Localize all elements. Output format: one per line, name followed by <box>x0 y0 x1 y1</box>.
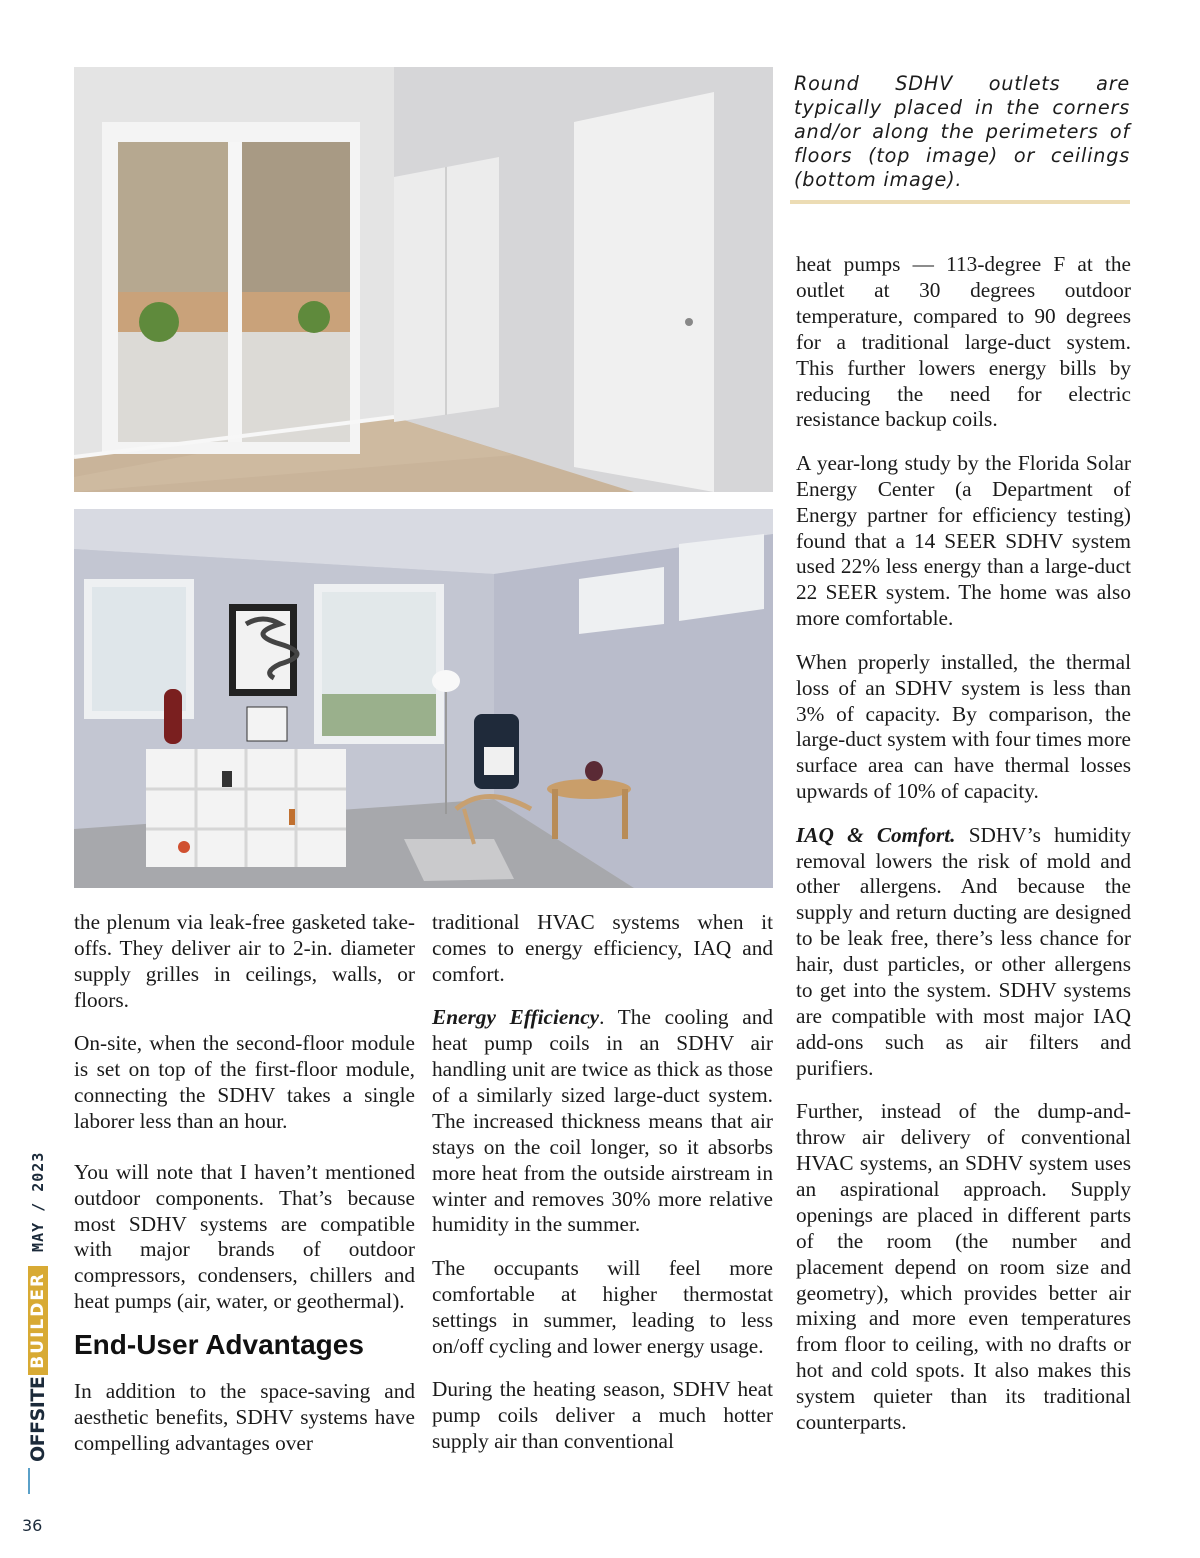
issue-date: MAY / 2023 <box>29 1151 47 1252</box>
paragraph-body: . The cooling and heat pump coils in an SDHV air handling unit are twice as thick as those of a similarly sized large-duct system. The increased thickness means that air stays on the coil longer, so it absorbs more heat from the outside airstream in winter and removes 30% more relative humidity in the summer. <box>432 1005 773 1237</box>
paragraph: In addition to the space-saving and aesthetic benefits, SDHV systems have compelling advantages over <box>74 1379 415 1455</box>
brand-name-builder: BUILDER <box>28 1266 48 1375</box>
folio-accent-bar <box>28 1468 30 1494</box>
photo-living-room <box>74 509 773 888</box>
section-heading: End-User Advantages <box>74 1329 364 1361</box>
paragraph-body: SDHV’s humidity removal lowers the risk of mold and other allergens. And because the supply and return ducting are designed to be leak free, there’s less chance for hair, dust particles, or other allergens to get into the system. SDHV systems are compatible with most major IAQ add-ons such as air filters and purifiers. <box>796 822 1131 1080</box>
run-in-head-iaq-comfort: IAQ & Comfort. <box>796 822 956 847</box>
paragraph: Further, instead of the dump-and-throw air delivery of conventional HVAC systems, an SDHV system uses an aspirational approach. Supply openings are placed in different parts of the room (the number and placement depend on room size and geometry), which provides better air mixing and more even temperatures from floor to ceiling, with no drafts or hot and cold spots. It also makes this system quieter than its traditional counterparts. <box>796 1099 1131 1435</box>
paragraph <box>432 1005 773 1238</box>
paragraph: On-site, when the second-floor module is set on top of the first-floor module, connecting the SDHV takes a single laborer less than an hour. <box>74 1031 415 1133</box>
paragraph <box>796 823 1131 1082</box>
folio-branding <box>28 1152 48 1462</box>
paragraph: You will note that I haven’t mentioned outdoor components. That’s because most SDHV systems are compatible with major brands of outdoor compressors, condensers, chillers and heat pumps (air, water, or geothermal). <box>74 1159 415 1314</box>
paragraph: heat pumps — 113-degree F at the outlet at 30 degrees outdoor temperature, compared to 90 degrees for a traditional large-duct system. This further lowers energy bills by reducing the need for electric resistance backup coils. <box>796 252 1131 432</box>
article-column-3 <box>796 252 1131 1453</box>
paragraph: When properly installed, the thermal loss of an SDHV system is less than 3% of capacity. By comparison, the large-duct system with four times more surface area can have thermal losses upwards of 10% of capacity. <box>796 649 1131 804</box>
paragraph: During the heating season, SDHV heat pump coils deliver a much hotter supply air than conventional <box>432 1377 773 1453</box>
paragraph: traditional HVAC systems when it comes to energy efficiency, IAQ and comfort. <box>432 910 773 986</box>
caption-divider <box>790 200 1130 204</box>
page-number: 36 <box>22 1516 43 1535</box>
run-in-head-energy-efficiency: Energy Efficiency <box>432 1005 600 1030</box>
photo-caption: Round SDHV outlets are typically placed in the corners and/or along the perimeters of floors (top image) or ceilings (bottom image). <box>794 72 1130 191</box>
paragraph: the plenum via leak-free gasketed take-offs. They deliver air to 2-in. diameter supply grilles in ceilings, walls, or floors. <box>74 910 415 1012</box>
article-column-1 <box>74 910 415 1474</box>
brand-name-offsite: OFFSITE <box>27 1376 49 1462</box>
paragraph: A year-long study by the Florida Solar Energy Center (a Department of Energy partner for efficiency testing) found that a 14 SEER SDHV system used 22% less energy than a large-duct 22 SEER system. The home was also more comfortable. <box>796 450 1131 631</box>
photo-bedroom <box>74 67 773 492</box>
article-column-2 <box>432 910 773 1472</box>
paragraph: The occupants will feel more comfortable at higher thermostat settings in summer, leading to less on/off cycling and lower energy usage. <box>432 1255 773 1358</box>
